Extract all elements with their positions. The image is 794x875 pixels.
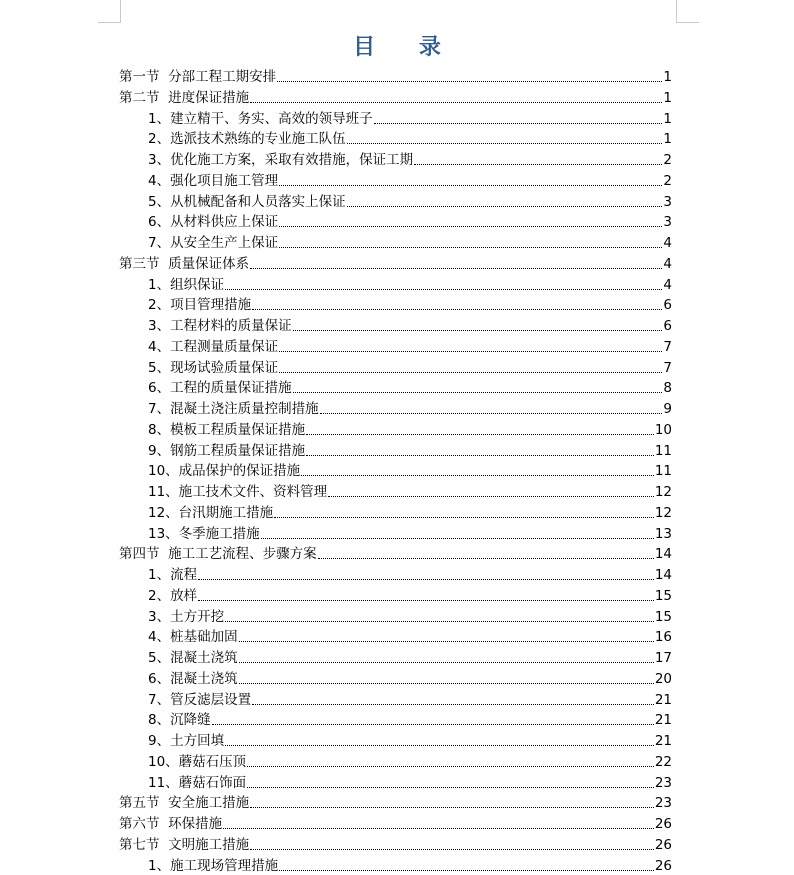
toc-entry-text: 1、施工现场管理措施 [148,857,279,874]
toc-entry[interactable] [148,646,672,667]
toc-entry-page: 1 [663,110,672,127]
toc-entry-page: 12 [654,504,672,521]
dot-leader [301,475,654,476]
toc-entry-page: 26 [654,857,672,874]
toc-entry-page: 7 [663,338,672,355]
dot-leader [274,517,654,518]
dot-leader [250,807,654,808]
toc-entry[interactable] [119,65,672,86]
dot-leader [247,766,654,767]
dot-leader [306,455,654,456]
toc-entry-text: 9、土方回填 [148,733,225,749]
dot-leader [252,704,654,705]
dot-leader [306,434,654,435]
toc-entry-page: 10 [654,421,672,438]
toc-entry[interactable] [148,335,672,356]
dot-leader [320,413,663,414]
toc-entry-text: 第二节 进度保证措施 [119,89,250,106]
toc-entry-text: 5、从机械配备和人员落实上保证 [148,193,346,210]
toc-entry-page: 20 [654,670,672,687]
toc-entry-text: 8、沉降缝 [148,712,211,729]
toc-entry-page: 22 [654,753,672,770]
toc-entry-page: 4 [663,276,672,293]
toc-entry-page: 2 [663,172,672,189]
toc-entry-page: 17 [654,650,672,666]
toc-entry[interactable] [148,750,672,771]
toc-title: 目 录 [353,34,459,60]
toc-entry[interactable] [119,812,672,833]
toc-entry-text: 2、项目管理措施 [148,297,252,314]
dot-leader [250,102,662,103]
dot-leader [239,662,654,663]
toc-entry-text: 4、工程测量质量保证 [148,338,279,355]
toc-entry[interactable] [148,210,672,231]
toc-entry-page: 26 [654,816,672,832]
toc-entry-text: 10、蘑菇石压顶 [148,753,247,770]
toc-entry[interactable] [148,231,672,252]
toc-entry-text: 4、桩基础加固 [148,629,238,646]
dot-leader [225,621,654,622]
toc-entry-text: 第四节 施工工艺流程、步骤方案 [119,546,317,563]
toc-entry-page: 13 [654,525,672,542]
toc-entry-text: 12、台汛期施工措施 [148,504,274,521]
dot-leader [279,185,662,186]
toc-entry-page: 1 [663,131,672,148]
dot-leader [279,870,654,871]
dot-leader [261,538,654,539]
toc-entry-page: 1 [663,89,672,106]
dot-leader [239,641,654,642]
toc-entry[interactable] [148,356,672,377]
toc-entry[interactable] [148,293,672,314]
toc-entry-text: 10、成品保护的保证措施 [148,463,301,480]
dot-leader [279,247,662,248]
toc-entry-text: 第三节 质量保证体系 [119,255,250,272]
toc-entry-page: 14 [654,546,672,563]
page-corner-mark-left [98,0,121,23]
toc-entry[interactable] [148,107,672,128]
toc-entry-page: 21 [654,691,672,708]
toc-entry-text: 1、组织保证 [148,276,225,293]
toc-entry-page: 8 [663,380,672,397]
toc-entry-text: 第一节 分部工程工期安排 [119,69,277,85]
dot-leader [250,268,662,269]
toc-entry-text: 6、从材料供应上保证 [148,214,279,231]
toc-entry-page: 1 [663,69,672,85]
toc-entry[interactable] [119,791,672,812]
toc-entry-page: 11 [654,463,672,480]
toc-entry[interactable] [148,501,672,522]
toc-entry-text: 6、混凝土浇筑 [148,670,238,687]
toc-entry-text: 1、建立精干、务实、高效的领导班子 [148,110,373,127]
dot-leader [414,164,662,165]
toc-entry-page: 6 [663,318,672,334]
dot-leader [347,143,663,144]
toc-entry-text: 13、冬季施工措施 [148,525,260,542]
toc-entry-text: 第七节 文明施工措施 [119,836,250,853]
dot-leader [212,724,654,725]
toc-entry[interactable] [148,729,672,750]
toc-entry[interactable] [148,190,672,211]
toc-entry-page: 4 [663,255,672,272]
toc-entry[interactable] [148,397,672,418]
toc-entry-page: 2 [663,152,672,168]
toc-entry[interactable] [148,688,672,709]
toc-entry[interactable] [148,314,672,335]
toc-entry-page: 9 [663,401,672,417]
toc-entry[interactable] [148,605,672,626]
toc-entry[interactable] [148,854,672,875]
dot-leader [277,81,662,82]
dot-leader [247,787,654,788]
toc-entry-text: 7、混凝土浇注质量控制措施 [148,401,319,417]
toc-entry-page: 15 [654,587,672,604]
toc-entry[interactable] [148,127,672,148]
toc-entry[interactable] [148,418,672,439]
toc-entry[interactable] [119,252,672,273]
toc-entry[interactable] [148,625,672,646]
toc-entry-text: 4、强化项目施工管理 [148,172,279,189]
toc-entry-text: 8、模板工程质量保证措施 [148,421,306,438]
toc-entry-text: 5、现场试验质量保证 [148,359,279,376]
toc-entry-text: 第六节 环保措施 [119,816,223,832]
toc-entry-text: 1、流程 [148,567,198,583]
toc-entry-text: 11、蘑菇石饰面 [148,774,247,791]
toc-entry-text: 11、施工技术文件、资料管理 [148,484,328,500]
dot-leader [250,849,654,850]
dot-leader [252,309,662,310]
dot-leader [279,226,662,227]
toc-entry[interactable] [148,273,672,294]
dot-leader [198,600,654,601]
dot-leader [293,392,663,393]
dot-leader [374,123,663,124]
toc-entry[interactable] [148,522,672,543]
toc-entry-text: 2、选派技术熟练的专业施工队伍 [148,131,346,148]
toc-entry[interactable] [119,542,672,563]
toc-entry-page: 14 [654,567,672,583]
toc-entry-text: 3、工程材料的质量保证 [148,318,292,334]
dot-leader [328,496,654,497]
toc-entry-text: 6、工程的质量保证措施 [148,380,292,397]
toc-entry-page: 6 [663,297,672,314]
dot-leader [198,579,654,580]
toc-entry[interactable] [148,376,672,397]
toc-entry[interactable] [148,148,672,169]
toc-entry-text: 3、优化施工方案，采取有效措施，保证工期 [148,152,414,168]
toc-entry-page: 3 [663,214,672,231]
toc-entry[interactable] [148,708,672,729]
toc-entry-text: 9、钢筋工程质量保证措施 [148,442,306,459]
dot-leader [347,206,663,207]
dot-leader [223,828,654,829]
toc-entry-text: 7、管反滤层设置 [148,691,252,708]
page-corner-mark-right [676,0,699,23]
toc-entry[interactable] [148,771,672,792]
toc-entry[interactable] [148,459,672,480]
toc-entry-page: 23 [654,795,672,812]
dot-leader [239,683,654,684]
toc-entry-page: 4 [663,235,672,251]
toc-entry-page: 21 [654,733,672,749]
toc-entry-text: 2、放样 [148,587,198,604]
toc-entry-page: 15 [654,608,672,625]
toc-entry[interactable] [148,667,672,688]
dot-leader [318,558,654,559]
toc-entry-page: 12 [654,484,672,500]
toc-entry[interactable] [148,169,672,190]
dot-leader [279,351,662,352]
toc-entry-text: 7、从安全生产上保证 [148,235,279,251]
toc-entry-page: 3 [663,193,672,210]
toc-entry[interactable] [119,833,672,854]
dot-leader [225,745,654,746]
dot-leader [279,372,662,373]
toc-entry[interactable] [148,439,672,460]
toc-entry-text: 第五节 安全施工措施 [119,795,250,812]
toc-entry-page: 11 [654,442,672,459]
toc-entry-text: 5、混凝土浇筑 [148,650,238,666]
toc-entry-page: 7 [663,359,672,376]
toc-entry[interactable] [148,584,672,605]
dot-leader [225,289,662,290]
toc-entry-text: 3、土方开挖 [148,608,225,625]
toc-entry[interactable] [148,563,672,584]
toc-entry-page: 21 [654,712,672,729]
dot-leader [293,330,663,331]
toc-entry-page: 26 [654,836,672,853]
toc-entry-page: 23 [654,774,672,791]
toc-entry[interactable] [119,86,672,107]
toc-entry[interactable] [148,480,672,501]
toc-entry-page: 16 [654,629,672,646]
